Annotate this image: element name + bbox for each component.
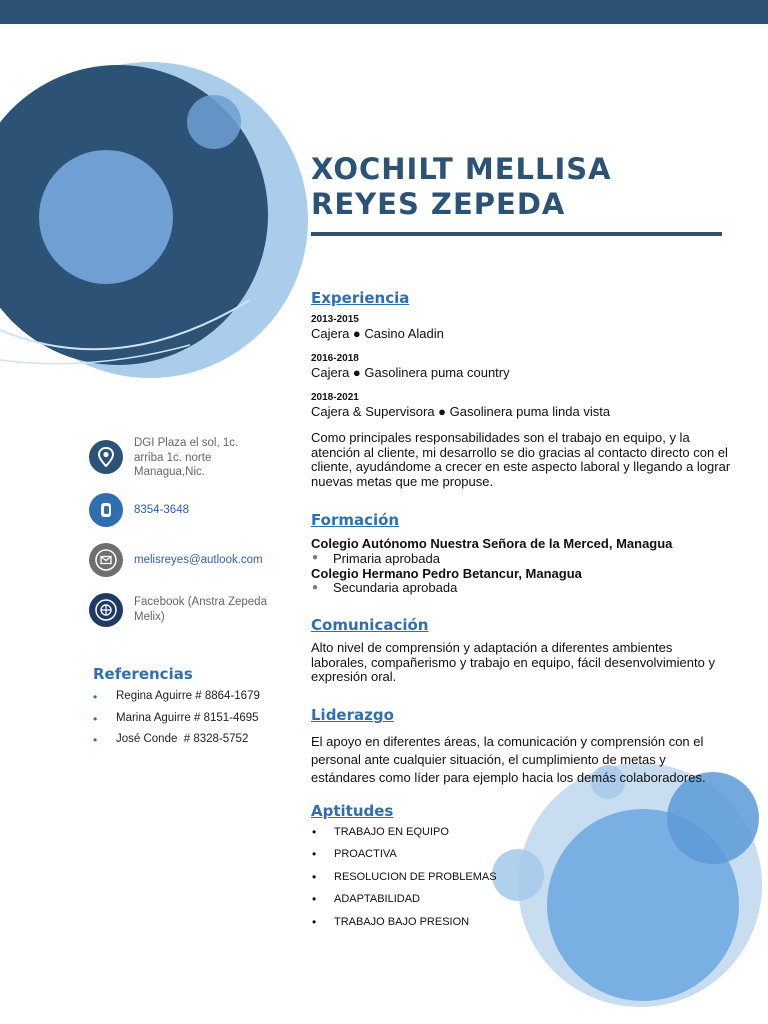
job-role: Cajera ● Casino Aladin — [311, 326, 444, 341]
contact-phone[interactable]: 8354-3648 — [134, 504, 189, 516]
deco-small-bubble — [187, 95, 241, 149]
skill-item: • ADAPTABILIDAD — [310, 893, 497, 915]
school-detail: Primaria aprobada — [333, 551, 440, 566]
contact-facebook[interactable]: Facebook (Anstra Zepeda Melix) — [134, 596, 267, 623]
name-divider — [311, 232, 722, 236]
education-title: Formación — [311, 511, 400, 529]
address-line: arriba 1c. norte — [134, 451, 212, 464]
leadership-text: El apoyo en diferentes áreas, la comunicación y comprensión con el personal ante cualquier situación, el cumplimiento de metas y estándares como líder para ejemplo hacia los demás colaboradores. — [311, 734, 706, 785]
bullet-icon: ● — [312, 552, 319, 563]
name-line-2: REYES ZEPEDA — [311, 187, 566, 221]
communication-text: Alto nivel de comprensión y adaptación a diferentes ambientes laborales, compañerismo y trabajo en equipo, fácil desenvolvimiento y expresión oral. — [311, 640, 715, 684]
job-role: Cajera & Supervisora ● Gasolinera puma linda vista — [311, 404, 611, 419]
reference-item: • José Conde # 8328-5752 — [93, 733, 260, 755]
phone-icon — [89, 493, 123, 527]
job-period: 2013-2015 — [311, 314, 359, 325]
reference-item: • Regina Aguirre # 8864-1679 — [93, 690, 260, 712]
skills-list — [310, 826, 497, 938]
job-role: Cajera ● Gasolinera puma country — [311, 365, 510, 380]
skill-item: • TRABAJO BAJO PRESION — [310, 916, 497, 938]
skill-item: • TRABAJO EN EQUIPO — [310, 826, 497, 848]
mail-icon — [89, 543, 123, 577]
candidate-name — [311, 152, 731, 222]
skill-item: • RESOLUCION DE PROBLEMAS — [310, 871, 497, 893]
contact-email[interactable]: melisreyes@autlook.com — [134, 554, 263, 566]
skill-item: • PROACTIVA — [310, 848, 497, 870]
references-list — [93, 690, 260, 755]
experience-title: Experiencia — [311, 289, 410, 307]
address-line: DGI Plaza el sol, 1c. — [134, 437, 239, 449]
globe-icon — [89, 593, 123, 627]
references-title: Referencias — [93, 665, 193, 683]
experience-summary: Como principales responsabilidades son el trabajo en equipo, y la atención al cliente, mi desarrollo se dio gracias al contacto directo con el cliente, ayudándome a crecer en este aspecto laboral y llegando a lograr nuevas metas que me propuse. — [311, 430, 731, 489]
skills-title: Aptitudes — [311, 802, 394, 820]
bullet-icon: ● — [312, 582, 319, 593]
job-period: 2016-2018 — [311, 353, 359, 364]
contact-address — [134, 436, 284, 480]
communication-title: Comunicación — [311, 616, 429, 634]
school-name: Colegio Autónomo Nuestra Señora de la Merced, Managua — [311, 536, 673, 551]
location-pin-icon — [89, 440, 123, 474]
name-line-1: XOCHILT MELLISA — [311, 152, 612, 186]
reference-item: • Marina Aguirre # 8151-4695 — [93, 712, 260, 734]
school-name: Colegio Hermano Pedro Betancur, Managua — [311, 566, 582, 581]
address-line: Managua,Nic. — [134, 466, 205, 478]
deco-side-bubble — [492, 849, 544, 901]
leadership-title: Liderazgo — [311, 706, 394, 724]
school-detail: Secundaria aprobada — [333, 580, 458, 595]
deco-inner-disc — [39, 150, 173, 284]
job-period: 2018-2021 — [311, 392, 359, 403]
